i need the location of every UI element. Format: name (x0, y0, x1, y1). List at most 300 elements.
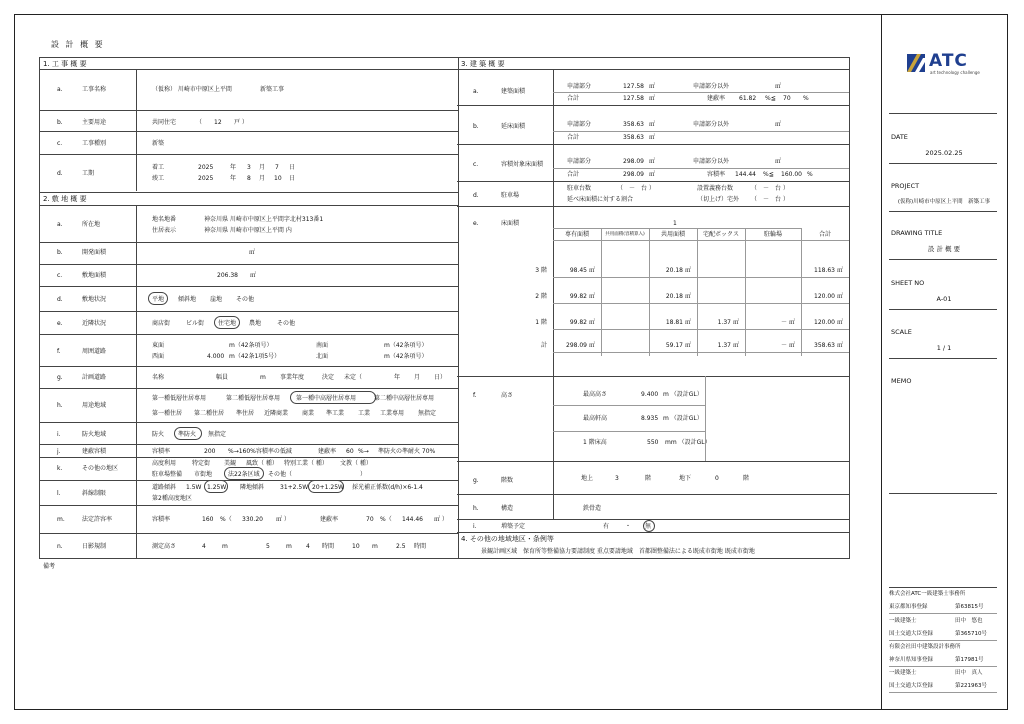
plan-road-text: 決定 (322, 374, 335, 381)
row-label: 斜線制限 (82, 490, 107, 497)
row-key: d. (57, 296, 63, 303)
cell: 160.00 (781, 171, 802, 178)
far-text: 容積率 (152, 448, 171, 455)
row-label: 法定許容率 (82, 516, 113, 523)
height-district: 第2種高度地区 (152, 495, 192, 502)
plan-road-text: 名称 (152, 374, 165, 381)
sec2-title: 2. 敷 地 概 要 (43, 195, 87, 203)
zone: 工業専用 (380, 410, 405, 417)
cell: 駐車台数 (567, 185, 592, 192)
cell-value: 120.00 (814, 293, 835, 300)
project-kind: 新築工事 (260, 86, 285, 93)
start-year: 2025 (198, 164, 214, 171)
cell-unit: ㎡ (685, 319, 692, 326)
district: その他（ (268, 471, 293, 478)
slope: 隣地傾斜 (240, 484, 265, 491)
cell: ㎡ (649, 134, 656, 141)
cell: 0 (715, 475, 719, 482)
sec4-text: 景観計画区域 保育所等整備協力要請制度 重点要請地域 首都圏整備法による既成市街地 既成市街地 (481, 548, 755, 555)
cell: 最高高さ (583, 391, 608, 398)
month-label: 月 (259, 164, 266, 171)
cell: 容積率 (707, 171, 726, 178)
cell: ㎡ (649, 158, 656, 165)
unit-suffix: 戸 ） (234, 119, 248, 126)
date-label: DATE (891, 133, 908, 141)
unit-count: 12 (214, 119, 222, 126)
work-type: 新築 (152, 140, 165, 147)
district: 文教（ 種） (340, 460, 372, 467)
cell: 298.09 (623, 171, 644, 178)
north-label: 北面 (316, 353, 329, 360)
far-text: 建蔽率 (318, 448, 337, 455)
credit-label: 株式会社ATC一級建築士事務所 (889, 591, 966, 597)
cell: 地上 (581, 475, 594, 482)
row-key: k. (57, 465, 63, 472)
unit: ㎡ (250, 272, 257, 279)
row-label: 容積対象床面積 (501, 161, 544, 168)
grid-line (801, 228, 802, 356)
credit-divider (889, 613, 997, 614)
cell-value: 120.00 (814, 319, 835, 326)
credit-divider (889, 640, 997, 641)
cell: （ － 台 ） (751, 185, 789, 192)
cell: 1 階床高 (583, 439, 607, 446)
shadow-text: 測定高さ (152, 543, 177, 550)
plan-road-text: 事業年度 (280, 374, 305, 381)
west-road: m（42条1項5号） (229, 353, 281, 360)
scale-label: SCALE (891, 328, 912, 336)
site-area: 206.38 (217, 272, 238, 279)
credit-divider (889, 666, 997, 667)
district: 風致（ 種） (246, 460, 278, 467)
atc-logo (907, 53, 987, 79)
legal-bcr-area: 144.46 (402, 516, 423, 523)
left-table (39, 57, 459, 559)
zone: 商業 (302, 410, 315, 417)
district: 駐車場整備 (152, 471, 183, 478)
cell: % (807, 171, 813, 178)
logo-mark-icon (907, 54, 925, 72)
zone: 工業 (358, 410, 371, 417)
row-key: d. (473, 192, 479, 199)
north-road: m（42条項号） (384, 353, 428, 360)
credit-value: 第221963号 (955, 683, 987, 689)
scale-value: 1 / 1 (936, 344, 952, 352)
credit-value: 第17981号 (955, 657, 984, 663)
column-header: 宅配ボックス (703, 231, 739, 238)
cell: 申請部分 (567, 83, 592, 90)
shadow-text: 時間 (322, 543, 335, 550)
main-area (15, 15, 882, 709)
option: 無 (645, 523, 652, 530)
credit-value: 第63815号 (955, 604, 984, 610)
zone: 第一種中高層住居専用 (296, 395, 357, 402)
column-header: 駐輪場 (763, 231, 782, 238)
cell: 合計 (567, 95, 580, 102)
cell-value: 98.45 (569, 267, 587, 274)
legal-far: 160 (202, 516, 214, 523)
slope: 1.5W (186, 484, 202, 491)
unit: ㎡ (249, 249, 256, 256)
cell-value: 358.63 (814, 342, 835, 349)
row-key: i. (473, 523, 477, 530)
cell: 申請部分以外 (693, 121, 730, 128)
month-label: 月 (259, 175, 266, 182)
district: 法22条区域 (228, 471, 260, 478)
drawing-title-value: 設 計 概 要 (927, 245, 961, 253)
cell-value: 1.37 (717, 342, 731, 349)
row-label: 階数 (501, 477, 514, 484)
group-number: 1 (673, 220, 677, 227)
shadow-text: m (286, 543, 292, 550)
memo-label: MEMO (891, 377, 912, 385)
shadow-text: 時間 (414, 543, 427, 550)
cell-value: 99.82 (569, 319, 587, 326)
row-key: c. (473, 161, 479, 168)
cell-unit: ㎡ (837, 293, 844, 300)
credit-label: 神奈川県知事登録 (889, 657, 934, 663)
cell: 61.82 (739, 95, 757, 102)
option: 商店街 (152, 320, 171, 327)
cell: ㎡ (775, 121, 782, 128)
east-label: 東面 (152, 342, 165, 349)
grid-line (745, 228, 746, 356)
right-table (457, 57, 850, 559)
structure: 鉄骨造 (583, 505, 602, 512)
sec1-title: 1. 工 事 概 要 (43, 60, 87, 68)
plan-road-text: 幅員 (216, 374, 229, 381)
cell: 設置義務台数 (697, 185, 734, 192)
district: 特別工業（ 種） (284, 460, 328, 467)
cell: %≦ (765, 95, 776, 102)
start-month: 3 (247, 164, 251, 171)
zone: 第二種住居 (194, 410, 225, 417)
row-key: d. (57, 170, 63, 177)
far-text: 準防火の準耐火 70% (378, 448, 436, 455)
cell-value: 59.17 (665, 342, 683, 349)
zone: 準住居 (236, 410, 255, 417)
cell-unit: ㎡ (837, 319, 844, 326)
credit-label: 有限会社田中建築設計事務所 (889, 644, 961, 650)
day-label: 日 (289, 175, 296, 182)
cell: 最高軒高 (583, 415, 608, 422)
row-label: 増築予定 (501, 523, 526, 530)
credit-value: 第365710号 (955, 631, 987, 637)
cell: 階 (645, 475, 652, 482)
credit-top-divider (889, 587, 997, 588)
main-use: 共同住宅 (152, 119, 177, 126)
zone: 第一種低層住居専用 (152, 395, 207, 402)
row-label: 工事種別 (82, 140, 107, 147)
option: 有 (603, 523, 610, 530)
floor-label: 1 階 (535, 319, 547, 326)
credit-value: 田中 悠也 (955, 618, 983, 624)
cell: 358.63 (623, 134, 644, 141)
row-key: c. (57, 140, 63, 147)
grid-line (553, 277, 849, 278)
grid-line (649, 228, 650, 356)
year-label: 年 (230, 175, 237, 182)
option: その他 (236, 296, 255, 303)
row-key: b. (57, 119, 63, 126)
south-label: 南面 (316, 342, 329, 349)
legal-far-area: 330.20 (242, 516, 263, 523)
plan-road-text: 未定（ (344, 374, 363, 381)
far-text: %→160%容積率の低減 (228, 448, 292, 455)
row-key: f. (473, 392, 477, 399)
option: 準防火 (178, 431, 197, 438)
option: 住宅地 (218, 320, 237, 327)
logo-subtitle: art technology challenge (930, 70, 980, 75)
cell-value: 99.82 (569, 293, 587, 300)
south-road: m（42条項号） (384, 342, 428, 349)
row-key: n. (57, 543, 63, 550)
cell: 8.935 (641, 415, 659, 422)
option: 無指定 (208, 431, 227, 438)
drawing-title-label: DRAWING TITLE (891, 229, 943, 237)
cell: 298.09 (623, 158, 644, 165)
day-label: 日 (289, 164, 296, 171)
row-label: 工事名称 (82, 86, 107, 93)
cell: 9.400 (641, 391, 659, 398)
far-text: %→ (358, 448, 369, 455)
district: ） (360, 471, 367, 478)
east-road: m（42条項号） (229, 342, 273, 349)
legal-text: ㎡ ） (434, 516, 448, 523)
row-key: i. (57, 431, 61, 438)
row-label: 敷地面積 (82, 272, 107, 279)
cell: 358.63 (623, 121, 644, 128)
cell: （ － 台 ） (751, 196, 789, 203)
drawing-sheet (14, 14, 1008, 710)
cell: 階 (743, 475, 750, 482)
cell: ㎡ (775, 83, 782, 90)
floor-label: 計 (540, 342, 547, 349)
cell: 3 (615, 475, 619, 482)
option: 傾斜地 (178, 296, 197, 303)
option: 崖地 (210, 296, 223, 303)
row-key: g. (57, 374, 63, 381)
row-label: 敷地状況 (82, 296, 107, 303)
cell: % (803, 95, 809, 102)
cell-unit: ㎡ (837, 267, 844, 274)
bcr-value: 60 (346, 448, 354, 455)
cell: 127.58 (623, 83, 644, 90)
sheet-no-label: SHEET NO (891, 279, 925, 287)
shadow-value: 4 (306, 543, 310, 550)
cell-unit: ㎡ (733, 342, 740, 349)
sec3-title: 3. 建 築 概 要 (461, 60, 505, 68)
lot-number: 神奈川県 川崎市中原区上平間字北村313番1 (204, 216, 324, 223)
row-key: a. (473, 88, 479, 95)
end-month: 8 (247, 175, 251, 182)
row-label: 床面積 (501, 220, 520, 227)
row-label: 主要用途 (82, 119, 107, 126)
plan-road-text: 日） (434, 374, 447, 381)
credit-label: 一級建築士 (889, 618, 917, 624)
cell: 70 (783, 95, 791, 102)
option: 防火 (152, 431, 165, 438)
cell-value: 118.63 (814, 267, 835, 274)
row-label: その他の地区 (82, 465, 119, 472)
plan-road-text: 年 (394, 374, 401, 381)
option: その他 (277, 320, 296, 327)
cell: 地下 (679, 475, 692, 482)
row-key: c. (57, 272, 63, 279)
cell-value: 298.09 (566, 342, 587, 349)
cell: 合計 (567, 134, 580, 141)
legal-text: 容積率 (152, 516, 171, 523)
cell: （切上げ）宅外 (697, 196, 740, 203)
cell-unit: ㎡ (837, 342, 844, 349)
cell: ㎡ (649, 171, 656, 178)
row-label: 防火地域 (82, 431, 107, 438)
project-value: (仮称)川崎市中原区上平間 新築工事 (897, 199, 991, 205)
slope: 31+2.5W (280, 484, 309, 491)
row-label: 用途地域 (82, 402, 107, 409)
row-key: e. (473, 220, 479, 227)
district: 高度利用 (152, 460, 177, 467)
zone: 無指定 (418, 410, 437, 417)
cell: 延べ床面積に対する割合 (567, 196, 634, 203)
row-label: 計画道路 (82, 374, 107, 381)
plan-road-text: 月 (414, 374, 421, 381)
column-header: 専有面積 (564, 231, 589, 238)
zone: 第二種低層住居専用 (226, 395, 281, 402)
cell-value: 20.18 (665, 267, 683, 274)
cell-value: － (780, 319, 787, 326)
floor-label: 2 階 (535, 293, 547, 300)
shadow-text: m (372, 543, 378, 550)
cell-unit: ㎡ (685, 293, 692, 300)
title-block (881, 15, 1007, 709)
sheet-no-value: A-01 (936, 295, 952, 303)
row-label: 開発面積 (82, 249, 107, 256)
column-header: 合計 (818, 231, 831, 238)
row-label: 延床面積 (501, 123, 526, 130)
lot-label: 地名地番 (152, 216, 177, 223)
year-label: 年 (230, 164, 237, 171)
cell: ㎡ (649, 83, 656, 90)
zone: 近隣商業 (264, 410, 289, 417)
slope: 採光補正係数(d/h)×6-1.4 (352, 484, 423, 491)
cell-unit: ㎡ (589, 319, 596, 326)
row-label: 構造 (501, 505, 514, 512)
cell-unit: ㎡ (733, 319, 740, 326)
legal-text: %（ (380, 516, 392, 523)
sec4-title: 4. その他の地域地区・条例等 (461, 535, 554, 543)
cell-value: 18.81 (665, 319, 683, 326)
row-key: b. (57, 249, 63, 256)
grid-line (601, 228, 602, 356)
cell-unit: ㎡ (589, 267, 596, 274)
cell: m （設計GL） (663, 415, 703, 422)
zone: 第一種住居 (152, 410, 183, 417)
paren: （ (196, 119, 203, 126)
row-key: h. (57, 402, 63, 409)
row-label: 高さ (501, 392, 514, 399)
legal-text: ㎡ ） (276, 516, 290, 523)
credit-divider (889, 692, 997, 693)
end-label: 竣工 (152, 175, 165, 182)
row-key: j. (57, 448, 61, 455)
credit-value: 田中 真人 (955, 670, 983, 676)
grid-line (553, 303, 849, 304)
row-label: 所在地 (82, 221, 101, 228)
cell: 144.44 (735, 171, 756, 178)
project-label: PROJECT (891, 182, 920, 190)
cell: （ － 台 ） (617, 185, 655, 192)
start-day: 7 (275, 164, 279, 171)
row-label: 建蔽容積 (82, 448, 107, 455)
legal-bcr: 70 (366, 516, 374, 523)
credit-label: 東京都知事登録 (889, 604, 928, 610)
row-key: a. (57, 221, 63, 228)
cell-value: 20.18 (665, 293, 683, 300)
cell: ㎡ (775, 158, 782, 165)
row-key: m. (57, 516, 65, 523)
row-label: 近隣状況 (82, 320, 107, 327)
far-value: 200 (204, 448, 216, 455)
option-separator: ・ (625, 523, 632, 530)
cell: 申請部分 (567, 121, 592, 128)
credit-label: 一級建築士 (889, 670, 917, 676)
credit-label: 国土交通大臣登録 (889, 683, 934, 689)
slope: 1.25W (207, 484, 227, 491)
column-header: 共用面積(容積算入) (605, 232, 645, 237)
cell-value: 1.37 (717, 319, 731, 326)
row-key: f. (57, 348, 61, 355)
cell: %≦ (763, 171, 774, 178)
option: 平地 (152, 296, 165, 303)
shadow-value: 10 (352, 543, 360, 550)
row-label: 日影規制 (82, 543, 107, 550)
column-header: 共用面積 (660, 231, 685, 238)
cell: 建蔽率 (707, 95, 726, 102)
cell-unit: ㎡ (685, 267, 692, 274)
address: 神奈川県 川崎市中原区上平間 内 (204, 227, 292, 234)
west-label: 西面 (152, 353, 165, 360)
row-label: 工期 (82, 170, 95, 177)
row-label: 駐車場 (501, 192, 520, 199)
floor-label: 3 階 (535, 267, 547, 274)
west-width: 4.000 (207, 353, 225, 360)
address-label: 住居表示 (152, 227, 177, 234)
cell: 申請部分以外 (693, 83, 730, 90)
cell: 合計 (567, 171, 580, 178)
cell: ㎡ (649, 121, 656, 128)
zone: 準工業 (326, 410, 345, 417)
grid-line (553, 352, 849, 353)
cell: 申請部分以外 (693, 158, 730, 165)
cell: m （設計GL） (663, 391, 703, 398)
cell: 127.58 (623, 95, 644, 102)
cell-unit: ㎡ (789, 342, 796, 349)
row-label: 周囲道路 (82, 348, 107, 355)
row-key: b. (473, 123, 479, 130)
logo-text: ATC (929, 51, 968, 71)
end-year: 2025 (198, 175, 214, 182)
zone: 第二種中高層住居専用 (374, 395, 435, 402)
row-key: l. (57, 490, 61, 497)
shadow-value: 2.5 (396, 543, 406, 550)
cell-unit: ㎡ (685, 342, 692, 349)
end-day: 10 (274, 175, 282, 182)
shadow-value: 4 (202, 543, 206, 550)
row-key: g. (473, 477, 479, 484)
row-key: a. (57, 86, 63, 93)
legal-text: 建蔽率 (320, 516, 339, 523)
